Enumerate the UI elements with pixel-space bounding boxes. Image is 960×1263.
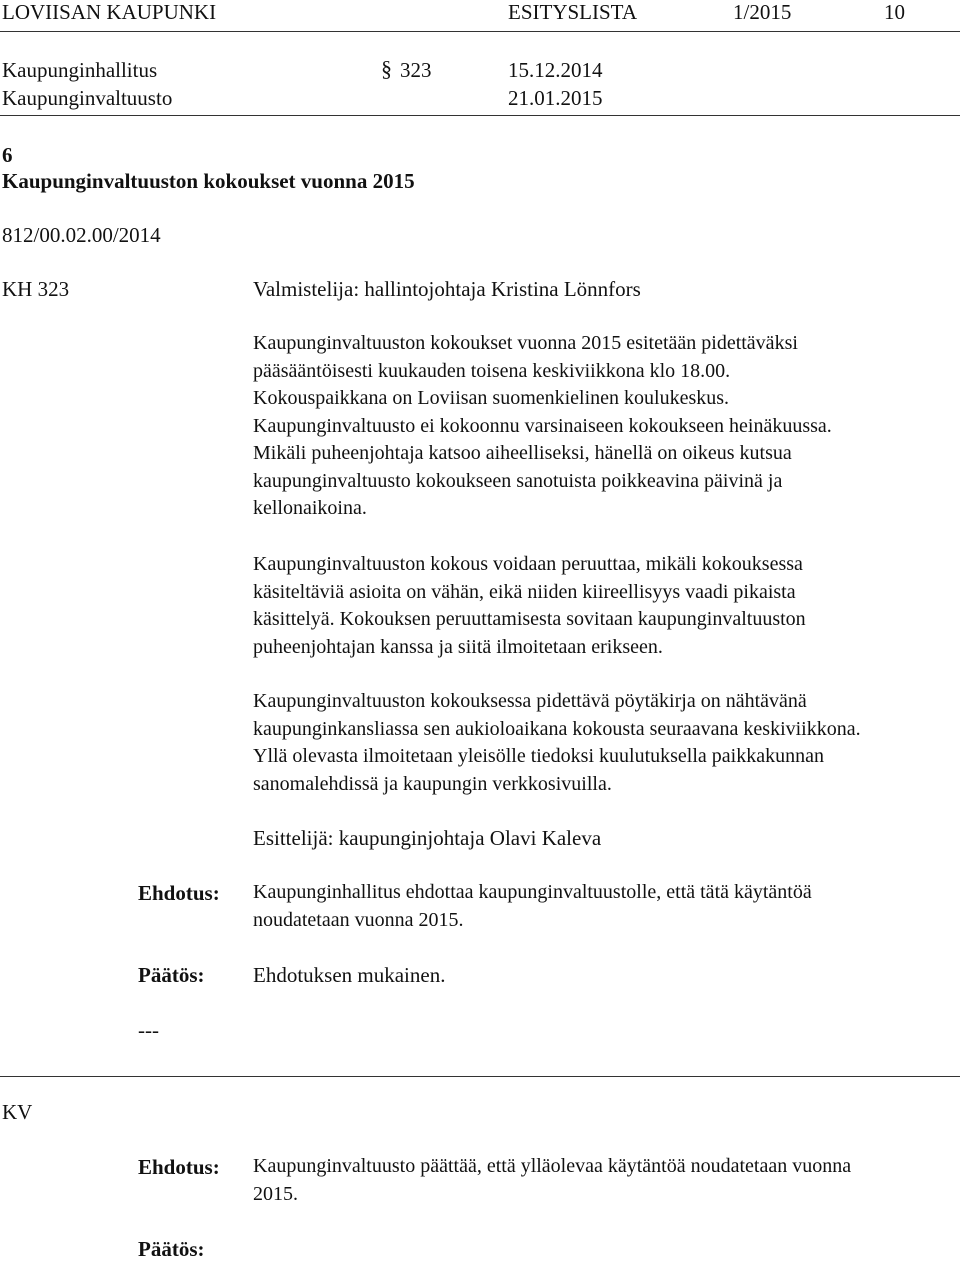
kv-decision-label: Päätös: [138,1237,205,1261]
header-rule [0,31,960,32]
text-line: Kaupunginvaltuuston kokouksessa pidettävä pöytäkirja on nähtävänä [253,690,807,712]
section-separator: --- [138,1018,159,1042]
kv-proposal-text [253,1153,851,1208]
item-number: 6 [2,143,13,167]
text-line: pääsääntöisesti kuukauden toisena keskiviikkona klo 18.00. [253,359,731,382]
ref-section-number: 323 [400,58,432,82]
kv-proposal-label: Ehdotus: [138,1155,220,1179]
text-line: Mikäli puheenjohtaja katsoo aiheelliseksi, hänellä on oikeus kutsua [253,442,792,464]
text-line: noudatetaan vuonna 2015. [253,908,464,931]
text-line: Kaupunginhallitus ehdottaa kaupunginvaltuustolle, että tätä käytäntöä [253,881,812,903]
kh-proposal-label: Ehdotus: [138,881,220,905]
text-line: kaupunginkansliassa sen aukioloaikana kokousta seuraavana keskiviikkona. [253,717,861,740]
text-line: käsittelyä. Kokouksen peruuttamisesta sovitaan kaupunginvaltuuston [253,608,806,630]
text-line: Kaupunginvaltuusto ei kokoonnu varsinaiseen kokoukseen heinäkuussa. [253,414,832,437]
ref-body-board: Kaupunginhallitus [2,58,158,82]
text-line: Kaupunginvaltuuston kokoukset vuonna 2015 esitetään pidettäväksi [253,332,798,354]
text-line: Kokouspaikkana on Loviisan suomenkielinen koulukeskus. [253,387,730,409]
section-sign: § [381,56,392,81]
issue-number: 1/2015 [733,0,792,24]
text-line: kaupunginvaltuusto kokoukseen sanotuista poikkeavina päivinä ja [253,469,783,492]
page-number: 10 [884,0,905,24]
text-line: Kaupunginvaltuuston kokous voidaan peruuttaa, mikäli kokouksessa [253,553,803,575]
document-type: ESITYSLISTA [508,0,637,24]
kh-decision-label: Päätös: [138,963,205,987]
kv-label: KV [2,1100,33,1124]
kv-rule [0,1076,960,1077]
organization-name: LOVIISAN KAUPUNKI [2,0,217,24]
kh-proposal-text [253,879,812,934]
ref-date-board: 15.12.2014 [508,58,603,82]
reference-rule [0,115,960,116]
text-line: puheenjohtajan kanssa ja siitä ilmoitetaan erikseen. [253,635,663,658]
item-title: Kaupunginvaltuuston kokoukset vuonna 2015 [2,169,415,193]
kh-paragraph-3 [253,688,861,798]
kh-paragraph-2 [253,551,806,661]
diary-number: 812/00.02.00/2014 [2,223,161,247]
kh-paragraph-1 [253,330,832,523]
text-line: 2015. [253,1182,298,1205]
text-line: sanomalehdissä ja kaupungin verkkosivuilla. [253,772,612,795]
ref-body-council: Kaupunginvaltuusto [2,86,173,110]
presenter-line: Esittelijä: kaupunginjohtaja Olavi Kaleva [253,826,602,850]
text-line: käsiteltäviä asioita on vähän, eikä niiden kiireellisyys vaadi pikaista [253,580,796,603]
text-line: Kaupunginvaltuusto päättää, että ylläolevaa käytäntöä noudatetaan vuonna [253,1155,852,1177]
preparer-line: Valmistelija: hallintojohtaja Kristina Lönnfors [253,277,641,301]
text-line: kellonaikoina. [253,497,367,519]
kh-label: KH 323 [2,277,70,301]
kh-decision-text: Ehdotuksen mukainen. [253,963,446,987]
text-line: Yllä olevasta ilmoitetaan yleisölle tiedoksi kuulutuksella paikkakunnan [253,745,824,767]
ref-date-council: 21.01.2015 [508,86,603,110]
